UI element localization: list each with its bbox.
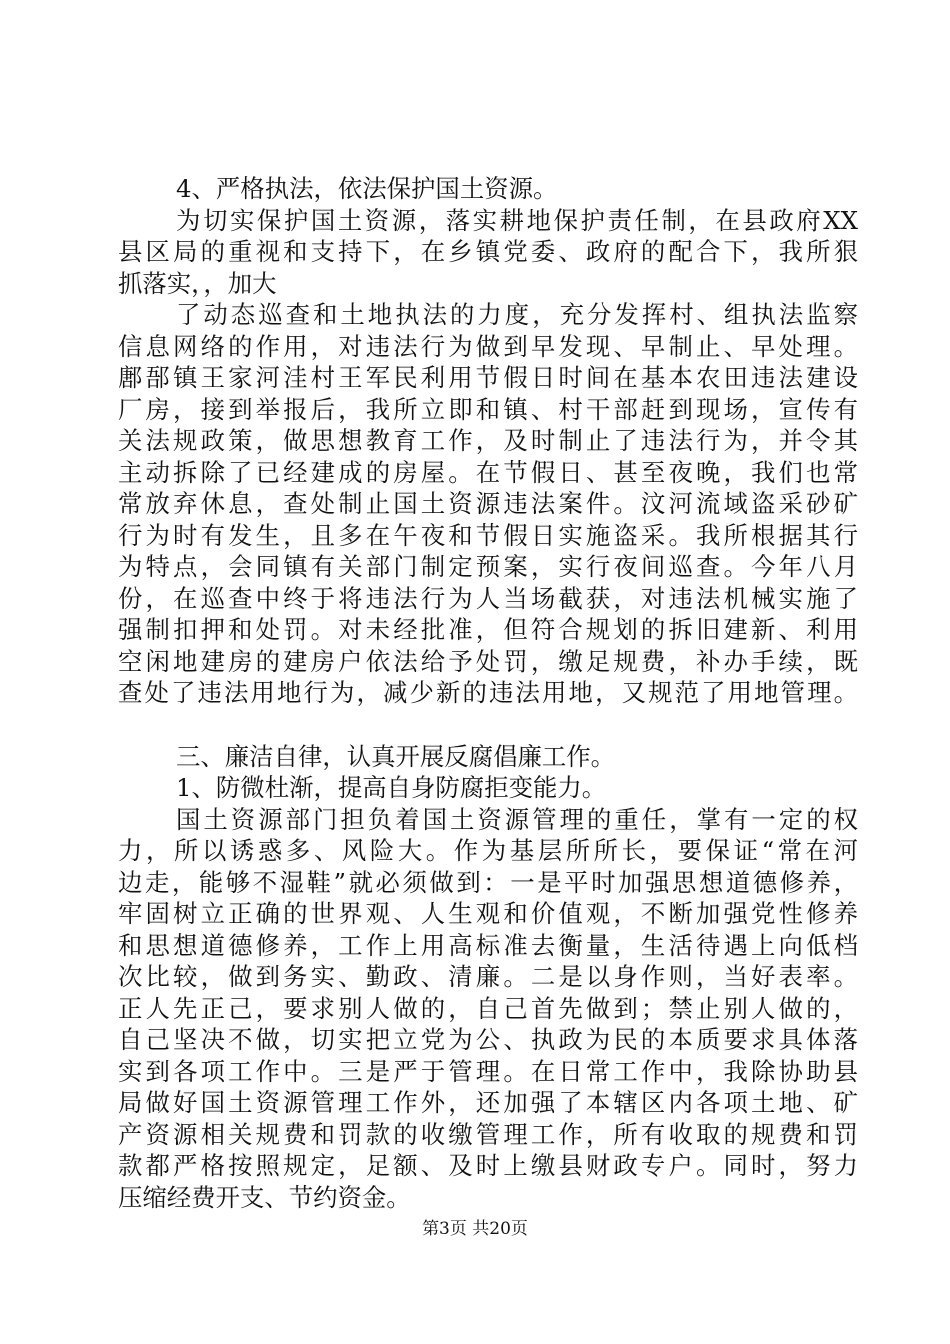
sub-heading: 1、防微杜渐，提高自身防腐拒变能力。 — [176, 773, 607, 802]
paragraph-line: 实到各项工作中。三是严于管理。在日常工作中，我除协助县 — [118, 1056, 858, 1086]
paragraph-line: 次比较，做到务实、勤政、清廉。二是以身作则，当好表率。 — [118, 962, 858, 991]
paragraph-line: 牢固树立正确的世界观、人生观和价值观，不断加强党性修养 — [118, 899, 858, 928]
paragraph-line: 款都严格按照规定，足额、及时上缴县财政专户。同时，努力 — [118, 1151, 858, 1180]
paragraph-line: 和思想道德修养，工作上用高标准去衡量，生活待遇上向低档 — [118, 930, 858, 960]
paragraph-line: 查处了违法用地行为，减少新的违法用地，又规范了用地管理。 — [118, 678, 858, 707]
section-gap — [118, 709, 858, 741]
document-body — [118, 173, 858, 1213]
paragraph — [118, 299, 858, 709]
section-heading: 4、严格执法，依法保护国土资源。 — [176, 174, 558, 203]
paragraph-line: 县区局的重视和支持下，在乡镇党委、政府的配合下，我所狠 — [118, 237, 858, 266]
paragraph-line: 主动拆除了已经建成的房屋。在节假日、甚至夜晚，我们也常 — [118, 457, 858, 487]
paragraph-line: 产资源相关规费和罚款的收缴管理工作，所有收取的规费和罚 — [118, 1119, 858, 1149]
paragraph-line: 了动态巡查和土地执法的力度，充分发挥村、组执法监察 — [176, 300, 858, 329]
page-footer — [0, 1218, 950, 1240]
paragraph-line: 正人先正己，要求别人做的，自己首先做到；禁止别人做的， — [118, 993, 858, 1023]
paragraph — [118, 205, 858, 300]
paragraph-line: 关法规政策，做思想教育工作，及时制止了违法行为，并令其 — [118, 426, 858, 455]
paragraph-line: 厂房，接到举报后，我所立即和镇、村干部赶到现场，宣传有 — [118, 394, 858, 424]
paragraph-line: 鄌郚镇王家河洼村王军民利用节假日时间在基本农田违法建设 — [118, 363, 858, 392]
paragraph-line: 自己坚决不做，切实把立党为公、执政为民的本质要求具体落 — [118, 1025, 858, 1054]
paragraph-line: 份，在巡查中终于将违法行为人当场截获，对违法机械实施了 — [118, 583, 858, 613]
paragraph-line: 压缩经费开支、节约资金。 — [118, 1182, 411, 1212]
paragraph-line: 抓落实，，加大 — [118, 268, 277, 298]
paragraph-line: 空闲地建房的建房户依法给予处罚，缴足规费，补办手续，既 — [118, 646, 858, 676]
paragraph-line: 强制扣押和处罚。对未经批准，但符合规划的拆旧建新、利用 — [118, 615, 858, 644]
paragraph-line: 国土资源部门担负着国土资源管理的重任，掌有一定的权 — [176, 804, 858, 834]
paragraph-line: 行为时有发生，且多在午夜和节假日实施盗采。我所根据其行 — [118, 520, 858, 550]
paragraph-line: 为特点，会同镇有关部门制定预案，实行夜间巡查。今年八月 — [118, 552, 858, 581]
paragraph — [118, 804, 858, 1214]
paragraph-line: 力，所以诱惑多、风险大。作为基层所所长，要保证“常在河 — [118, 836, 858, 865]
paragraph-line: 为切实保护国土资源，落实耕地保护责任制，在县政府XX — [176, 205, 858, 235]
paragraph-line: 局做好国土资源管理工作外，还加强了本辖区内各项土地、矿 — [118, 1088, 858, 1117]
page-number: 第3页 共20页 — [422, 1219, 528, 1239]
paragraph-line: 边走，能够不湿鞋”就必须做到：一是平时加强思想道德修养， — [118, 867, 858, 897]
section-heading: 三、廉洁自律，认真开展反腐倡廉工作。 — [176, 741, 616, 771]
paragraph-line: 信息网络的作用，对违法行为做到早发现、早制止、早处理。 — [118, 331, 858, 361]
paragraph-line: 常放弃休息，查处制止国土资源违法案件。汶河流域盗采砂矿 — [118, 489, 858, 518]
